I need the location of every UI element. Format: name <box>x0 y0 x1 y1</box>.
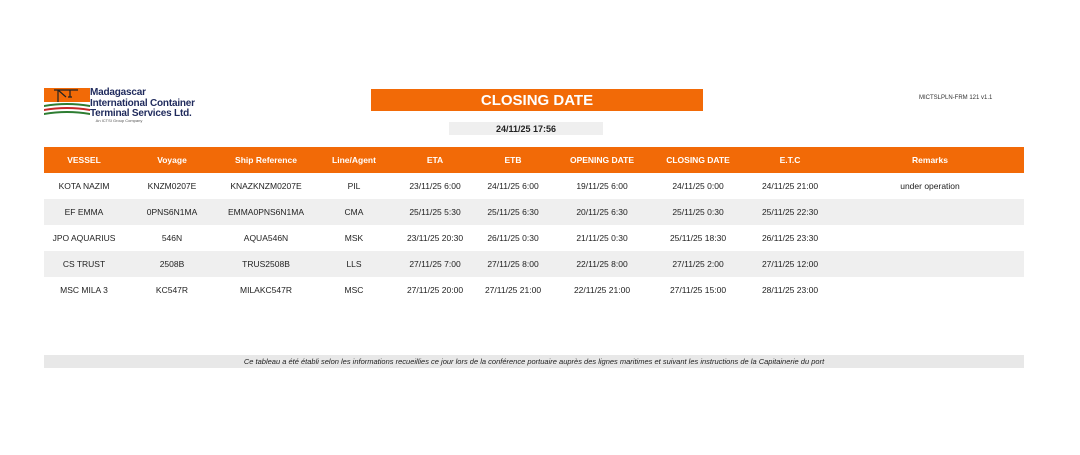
cell-closing-date: 24/11/25 0:00 <box>672 181 724 191</box>
cell-eta: 23/11/25 20:30 <box>406 233 464 243</box>
cell-etc: 26/11/25 23:30 <box>761 233 819 243</box>
cell-voyage: 546N <box>161 233 183 243</box>
cell-remarks: under operation <box>900 181 960 191</box>
cell-vessel: EF EMMA <box>44 199 124 225</box>
cell-etc: 25/11/25 22:30 <box>744 199 836 225</box>
cell-opening-date: 19/11/25 6:00 <box>576 181 628 191</box>
cell-opening-date: 22/11/25 8:00 <box>552 251 652 277</box>
cell-etc: 27/11/25 12:00 <box>744 251 836 277</box>
col-header-voyage: Voyage <box>124 147 220 173</box>
company-name <box>90 88 195 120</box>
table-row <box>44 199 1024 225</box>
footnote: Ce tableau a été établi selon les informations recueillies ce jour lors de la conférence portuaire auprès des lignes maritimes et suivant les instructions de la Capitainerie du port <box>44 355 1024 368</box>
cell-etb: 27/11/25 8:00 <box>474 251 552 277</box>
cell-etb: 24/11/25 6:00 <box>487 181 539 191</box>
cell-etb: 25/11/25 6:30 <box>474 199 552 225</box>
table-row <box>44 251 1024 277</box>
company-name-line-1: Madagascar <box>90 87 146 98</box>
cell-etc: 28/11/25 23:00 <box>761 285 819 295</box>
form-code: MICTSLPLN-FRM 121 v1.1 <box>919 95 993 101</box>
cell-vessel: CS TRUST <box>44 251 124 277</box>
col-header-ship-reference: Ship Reference <box>220 147 312 173</box>
cell-line-agent: CMA <box>312 199 396 225</box>
cell-closing-date: 27/11/25 2:00 <box>652 251 744 277</box>
cell-vessel: JPO AQUARIUS <box>52 233 116 243</box>
cell-ship-reference: EMMA0PNS6N1MA <box>220 199 312 225</box>
col-header-vessel: VESSEL <box>44 147 124 173</box>
cell-ship-reference: MILAKC547R <box>240 285 292 295</box>
cell-opening-date: 22/11/25 21:00 <box>573 285 631 295</box>
cell-ship-reference: KNAZKNZM0207E <box>230 181 302 191</box>
cell-opening-date: 21/11/25 0:30 <box>576 233 628 243</box>
cell-remarks <box>836 199 1024 225</box>
cell-remarks <box>836 225 1024 251</box>
col-header-closing-date: CLOSING DATE <box>652 147 744 173</box>
col-header-etc: E.T.C <box>744 147 836 173</box>
cell-remarks <box>836 277 1024 303</box>
company-name-line-3: Terminal Services Ltd. <box>90 108 192 119</box>
cell-etb: 27/11/25 21:00 <box>484 285 542 295</box>
cell-eta: 23/11/25 6:00 <box>409 181 461 191</box>
cell-line-agent: LLS <box>312 251 396 277</box>
col-header-eta: ETA <box>396 147 474 173</box>
cell-closing-date: 25/11/25 0:30 <box>652 199 744 225</box>
cell-voyage: KC547R <box>155 285 189 295</box>
col-header-line-agent: Line/Agent <box>312 147 396 173</box>
generated-timestamp: 24/11/25 17:56 <box>449 122 603 135</box>
col-header-opening-date: OPENING DATE <box>552 147 652 173</box>
cell-eta: 27/11/25 20:00 <box>406 285 464 295</box>
cell-vessel: KOTA NAZIM <box>58 181 110 191</box>
cell-line-agent: PIL <box>347 181 361 191</box>
cell-voyage: 2508B <box>124 251 220 277</box>
cell-voyage: 0PNS6N1MA <box>124 199 220 225</box>
col-header-remarks: Remarks <box>836 147 1024 173</box>
table-row <box>44 277 1024 303</box>
cell-ship-reference: TRUS2508B <box>220 251 312 277</box>
cell-line-agent: MSK <box>344 233 364 243</box>
cell-closing-date: 27/11/25 15:00 <box>669 285 727 295</box>
cell-ship-reference: AQUA546N <box>243 233 289 243</box>
cell-closing-date: 25/11/25 18:30 <box>669 233 727 243</box>
cell-etb: 26/11/25 0:30 <box>487 233 539 243</box>
cell-line-agent: MSC <box>344 285 364 295</box>
page-title: CLOSING DATE <box>371 89 703 111</box>
company-tagline: An ICTSI Group Company <box>95 118 143 123</box>
closing-date-table <box>44 147 1024 303</box>
table-row <box>44 173 1024 199</box>
cell-opening-date: 20/11/25 6:30 <box>552 199 652 225</box>
cell-voyage: KNZM0207E <box>147 181 197 191</box>
table-row <box>44 225 1024 251</box>
table-header-row <box>44 147 1024 173</box>
cell-eta: 25/11/25 5:30 <box>396 199 474 225</box>
company-name-line-2: International Container <box>90 97 195 109</box>
cell-remarks <box>836 251 1024 277</box>
cell-eta: 27/11/25 7:00 <box>396 251 474 277</box>
col-header-etb: ETB <box>474 147 552 173</box>
company-logo <box>44 88 214 124</box>
cell-vessel: MSC MILA 3 <box>60 285 108 295</box>
cell-etc: 24/11/25 21:00 <box>761 181 819 191</box>
crane-logo-icon <box>44 88 90 118</box>
